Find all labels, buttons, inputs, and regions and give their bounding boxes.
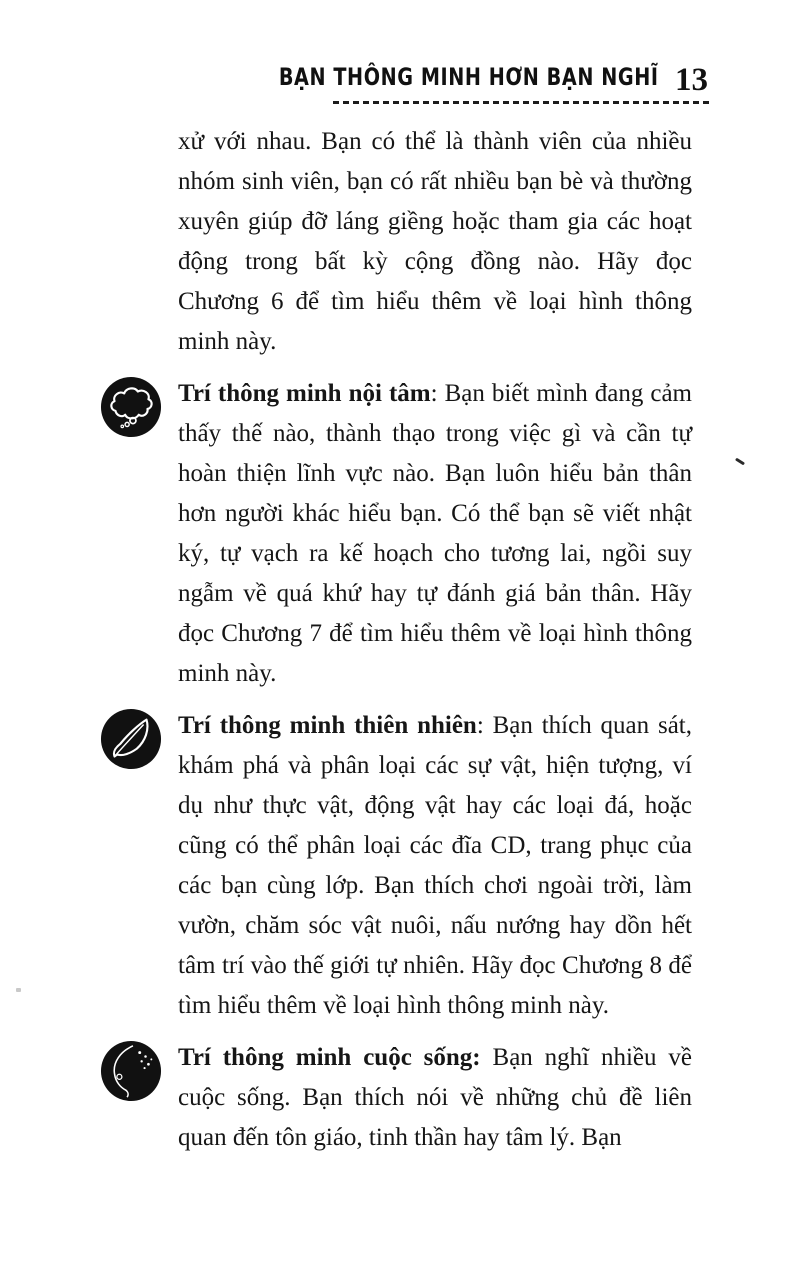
paragraph-text: xử với nhau. Bạn có thể là thành viên của nhiều nhóm sinh viên, bạn có rất nhiều bạn bè và thường xuyên giúp đỡ láng giềng hoặc tham gia các hoạt động trong bất kỳ cộng đồng nào. Hãy đọc Chương 6 để tìm hiểu thêm về loại hình thông minh này.	[178, 128, 692, 355]
leaf-icon	[100, 708, 162, 770]
paragraph-interpersonal-continued	[178, 122, 692, 362]
profile-stars-icon	[100, 1040, 162, 1102]
paragraph-text: Bạn nghĩ nhiều về cuộc sống. Bạn thích nói về những chủ đề liên quan đến tôn giáo, tinh thần hay tâm lý. Bạn	[178, 1044, 692, 1151]
page-content	[178, 122, 692, 1170]
header-dashed-divider	[333, 101, 713, 104]
running-header	[0, 62, 708, 99]
running-title: BẠN THÔNG MINH HƠN BẠN NGHĨ	[279, 62, 659, 91]
paragraph-intrapersonal	[178, 374, 692, 694]
thought-bubble-icon	[100, 376, 162, 438]
paragraph-text: : Bạn biết mình đang cảm thấy thế nào, thành thạo trong việc gì và cần tự hoàn thiện lĩnh vực nào. Bạn luôn hiểu bản thân hơn người khác hiểu bạn. Có thể bạn sẽ viết nhật ký, tự vạch ra kế hoạch cho tương lai, ngồi suy ngẫm về quá khứ hay tự đánh giá bản thân. Hãy đọc Chương 7 để tìm hiểu thêm về loại hình thông minh này.	[178, 380, 692, 687]
paragraph-heading: Trí thông minh nội tâm	[178, 380, 431, 407]
paragraph-heading: Trí thông minh thiên nhiên	[178, 712, 477, 739]
page-number: 13	[675, 62, 708, 98]
paragraph-text: : Bạn thích quan sát, khám phá và phân loại các sự vật, hiện tượng, ví dụ như thực vật, động vật hay các loại đá, hoặc cũng có thể phân loại các đĩa CD, trang phục của các bạn cùng lớp. Bạn thích chơi ngoài trời, làm vườn, chăm sóc vật nuôi, nấu nướng hay dồn hết tâm trí vào thế giới tự nhiên. Hãy đọc Chương 8 để tìm hiểu thêm về loại hình thông minh này.	[178, 712, 692, 1019]
scan-artifact	[735, 458, 745, 466]
paragraph-heading: Trí thông minh cuộc sống:	[178, 1044, 481, 1071]
paragraph-naturalist	[178, 706, 692, 1026]
scan-artifact	[16, 988, 21, 992]
paragraph-existential	[178, 1038, 692, 1158]
